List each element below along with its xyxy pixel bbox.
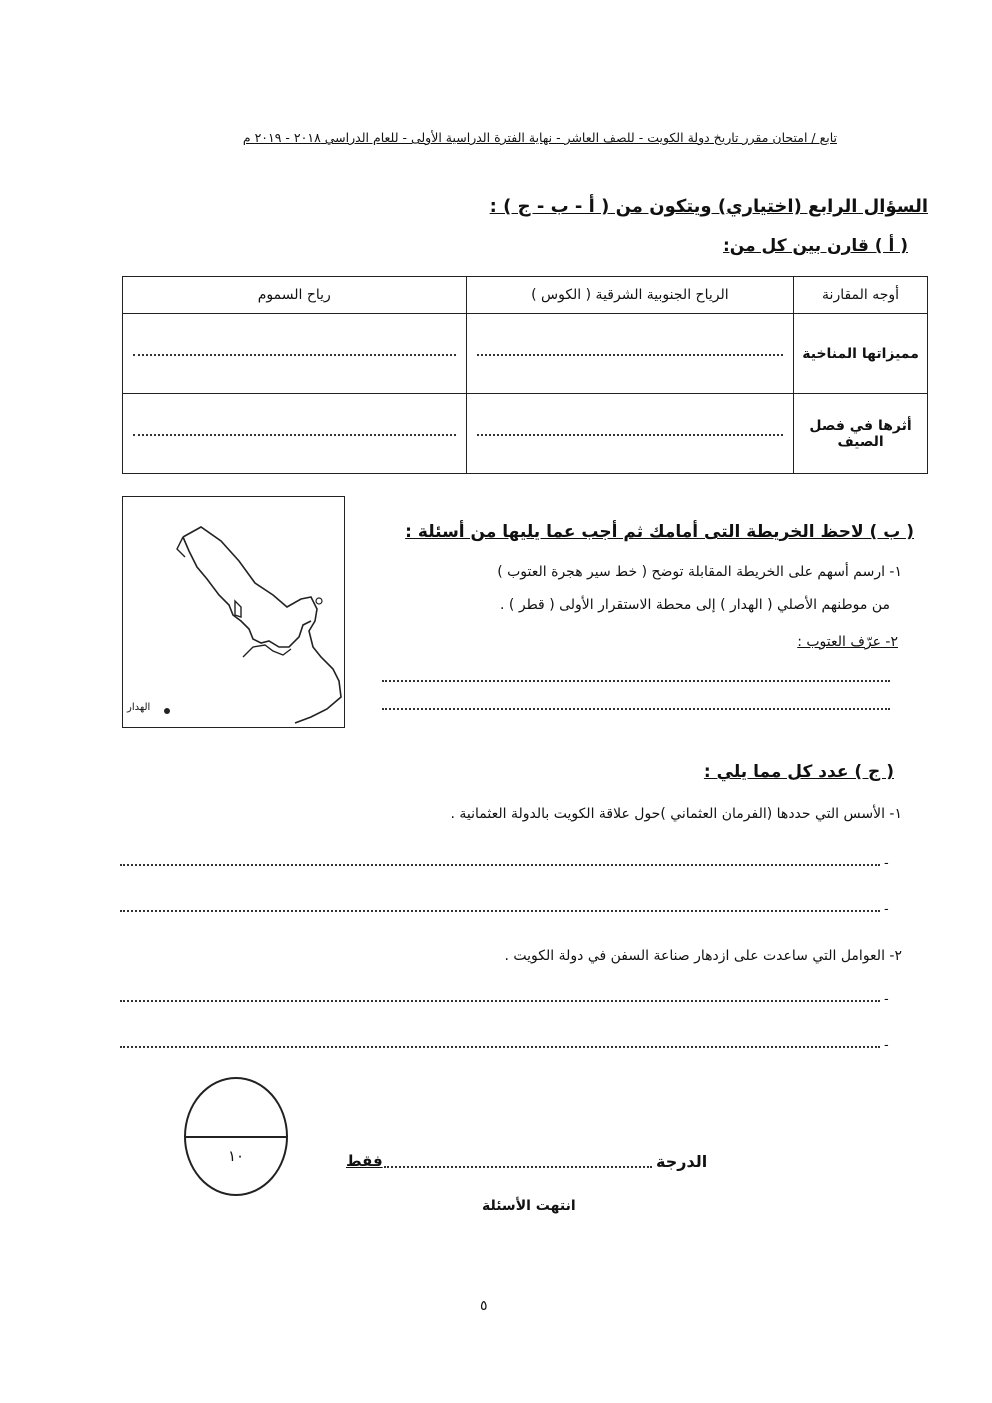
grade-circle (184, 1077, 288, 1196)
bullet: - (884, 992, 889, 1007)
table-header-row (123, 277, 928, 314)
grade-label: الدرجة (656, 1152, 708, 1171)
table-row (123, 394, 928, 474)
end-text: انتهت الأسئلة (482, 1198, 576, 1214)
grade-line[interactable] (384, 1166, 652, 1168)
part-b-item2: ٢- عرّف العتوب : (797, 634, 898, 650)
grade-divider (186, 1136, 286, 1138)
header-cell: الرياح الجنوبية الشرقية ( الكوس ) (466, 277, 794, 314)
answer-line[interactable] (382, 708, 890, 710)
exam-header: تابع / امتحان مقرر تاريخ دولة الكويت - للصف العاشر - نهاية الفترة الدراسية الأولى - للعام الدراسي ٢٠١٨ - ٢٠١٩ م (242, 130, 837, 145)
answer-line (133, 354, 456, 356)
answer-line (477, 434, 784, 436)
row-label: مميزاتها المناخية (794, 314, 928, 394)
question-title: السؤال الرابع (اختياري) ويتكون من ( أ - ب - ج ) : (489, 196, 928, 217)
part-a-title: ( أ ) قارن بين كل من: (723, 236, 908, 256)
answer-line[interactable] (382, 680, 890, 682)
answer-cell[interactable] (466, 394, 794, 474)
bullet: - (884, 1038, 889, 1053)
part-b-item1-line2: من موطنهم الأصلي ( الهدار ) إلى محطة الاستقرار الأولى ( قطر ) . (500, 597, 890, 613)
answer-cell[interactable] (123, 394, 467, 474)
gulf-map (122, 496, 345, 728)
grade-value: ١٠ (227, 1147, 245, 1165)
bullet: - (884, 902, 889, 917)
map-label-alhadar: الهدار (127, 702, 151, 713)
bullet: - (884, 856, 889, 871)
page-number: ٥ (480, 1298, 488, 1314)
part-c-item1: ١- الأسس التي حددها (الفرمان العثماني )حول علاقة الكويت بالدولة العثمانية . (450, 806, 902, 822)
row-label: أثرها في فصل الصيف (794, 394, 928, 474)
answer-line[interactable] (120, 910, 880, 912)
part-b-item1-line1: ١- ارسم أسهم على الخريطة المقابلة توضح ( خط سير هجرة العتوب ) (497, 564, 902, 580)
part-b-title: ( ب ) لاحظ الخريطة التى أمامك ثم أجب عما يليها من أسئلة : (405, 522, 914, 542)
answer-line[interactable] (120, 1046, 880, 1048)
gulf-map-drawing (123, 497, 344, 727)
answer-line[interactable] (120, 864, 880, 866)
part-c-item2: ٢- العوامل التي ساعدت على ازدهار صناعة السفن في دولة الكويت . (504, 948, 902, 964)
answer-cell[interactable] (123, 314, 467, 394)
table-row (123, 314, 928, 394)
part-c-title: ( ج ) عدد كل مما يلي : (703, 762, 894, 782)
header-cell: أوجه المقارنة (794, 277, 928, 314)
answer-line[interactable] (120, 1000, 880, 1002)
header-cell: رياح السموم (123, 277, 467, 314)
answer-cell[interactable] (466, 314, 794, 394)
comparison-table (122, 276, 928, 474)
answer-line (133, 434, 456, 436)
grade-suffix: فقط (346, 1152, 383, 1170)
answer-line (477, 354, 784, 356)
